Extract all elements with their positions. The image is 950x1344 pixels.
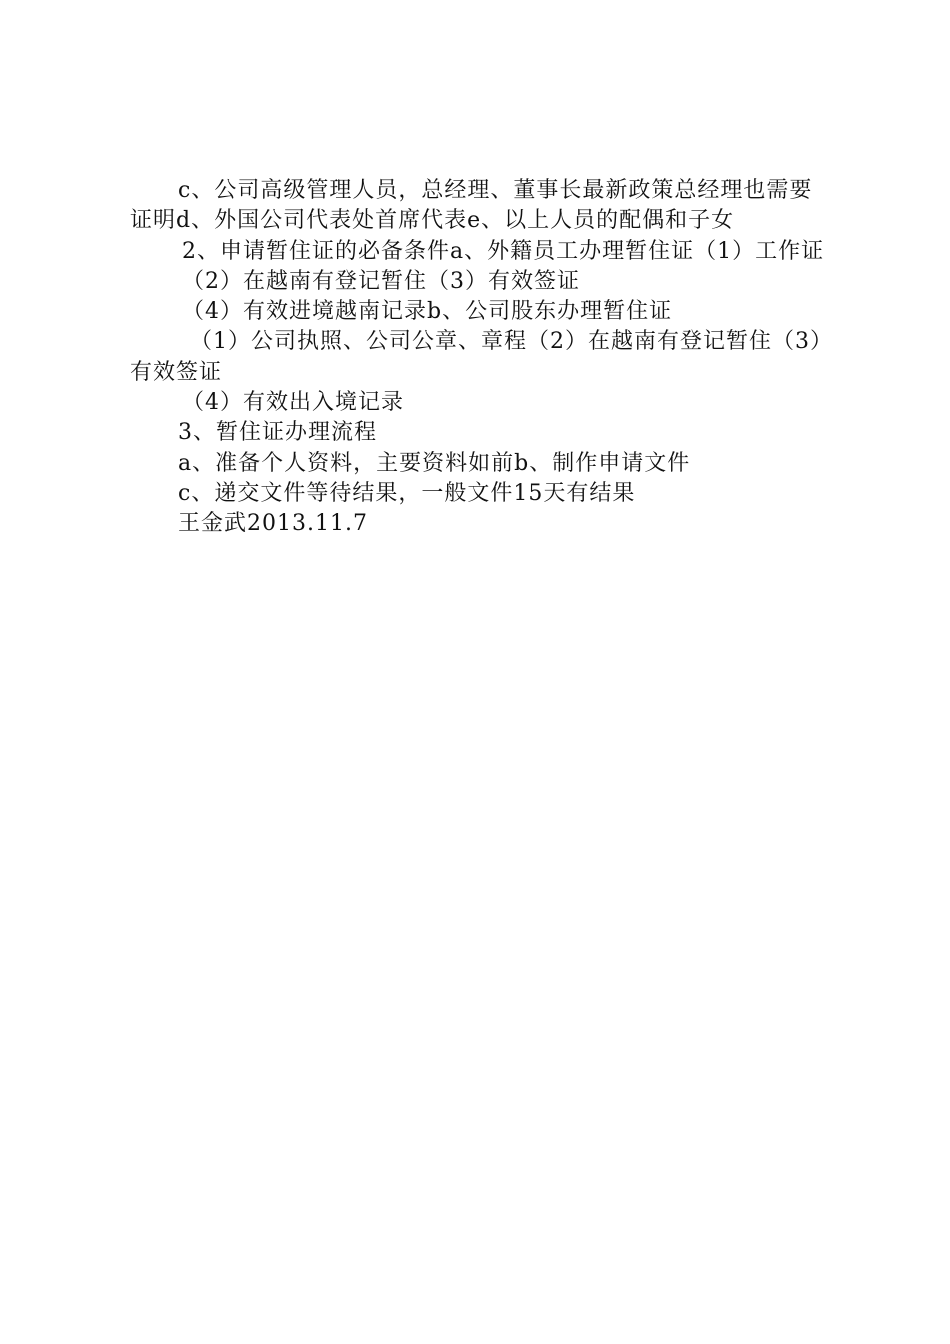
paragraph-shareholder-requirements: （1）公司执照、公司公章、章程（2）在越南有登记暂住（3）有效签证 (130, 329, 822, 385)
paragraph-eligible-persons: c、公司高级管理人员，总经理、董事长最新政策总经理也需要证明d、外国公司代表处首席代表e、以上人员的配偶和子女 (130, 178, 813, 234)
document-body (130, 176, 832, 540)
paragraph-condition-entry-record: （4）有效进境越南记录b、公司股东办理暂住证 (182, 299, 673, 325)
paragraph-process-step-prepare: a、准备个人资料，主要资料如前b、制作申请文件 (178, 450, 691, 476)
paragraph-process-heading: 3、暂住证办理流程 (178, 420, 377, 446)
paragraph-required-conditions: 2、申请暂住证的必备条件a、外籍员工办理暂住证（1）工作证 (182, 238, 825, 264)
paragraph-condition-residence-visa: （2）在越南有登记暂住（3）有效签证 (182, 268, 580, 294)
paragraph-signature-date: 王金武2013.11.7 (178, 511, 368, 537)
paragraph-process-step-submit: c、递交文件等待结果，一般文件15天有结果 (178, 480, 636, 506)
paragraph-entry-exit-record: （4）有效出入境记录 (182, 390, 404, 416)
